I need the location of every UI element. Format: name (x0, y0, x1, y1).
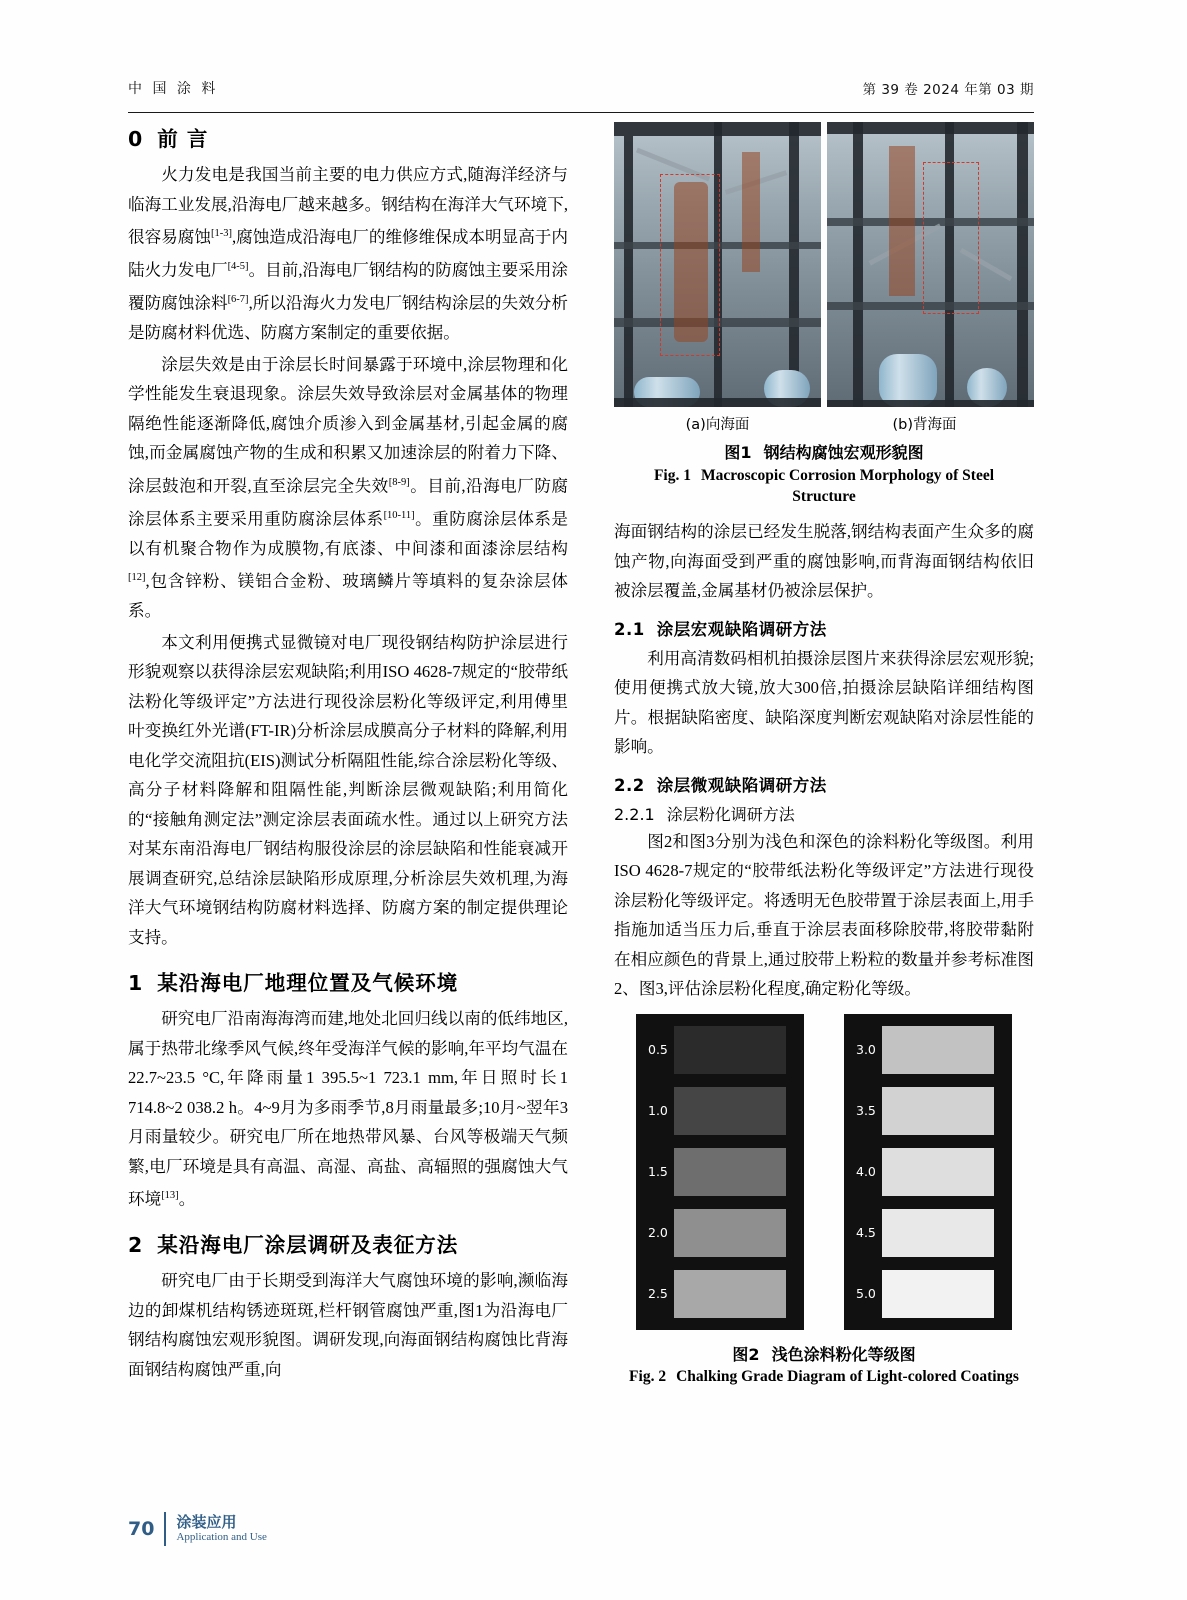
steel-structure-graphic (614, 122, 821, 407)
figure-2-title-cn (614, 1342, 1034, 1365)
grade-patch (674, 1087, 786, 1135)
figure-2-title-en (614, 1368, 1034, 1386)
section-number-2: 2 (128, 1233, 144, 1258)
right-column (614, 122, 1034, 1386)
grade-patch (882, 1270, 994, 1318)
paragraph-7: 利用高清数码相机拍摄涂层图片来获得涂层宏观形貌;使用便携式放大镜,放大300倍,拍摄涂层缺陷详细结构图片。根据缺陷密度、缺陷深度判断宏观缺陷对涂层性能的影响。 (614, 648, 1034, 756)
figure-1a-caption: (a)向海面 (685, 417, 750, 433)
grade-cell (853, 1085, 1003, 1137)
grade-cell (853, 1207, 1003, 1259)
section-heading-2-2 (614, 772, 1034, 796)
grade-label: 2.5 (648, 1286, 668, 1301)
grade-column-right (844, 1014, 1012, 1330)
section-title-1: 某沿海电厂地理位置及气候环境 (157, 971, 459, 996)
figure-1-images (614, 122, 1034, 407)
figure-1-title-en (614, 465, 1034, 507)
grade-patch (882, 1209, 994, 1257)
grade-cell (853, 1268, 1003, 1320)
grade-cell (853, 1146, 1003, 1198)
footer-section-cn: 涂装应用 (176, 1513, 237, 1531)
steel-structure-graphic (827, 122, 1034, 407)
figure-2-label-cn: 图2 (732, 1344, 760, 1364)
grade-patch (674, 1270, 786, 1318)
footer-divider (164, 1512, 166, 1546)
section-heading-2-2-1 (614, 802, 1034, 825)
grade-label: 1.5 (648, 1164, 668, 1179)
figure-2-text-en: Chalking Grade Diagram of Light-colored Coatings (676, 1367, 1019, 1385)
section-number-2-1: 2.1 (614, 619, 645, 639)
figure-1-text-cn: 钢结构腐蚀宏观形貌图 (763, 443, 924, 462)
running-head (128, 78, 1034, 113)
grade-label: 3.0 (856, 1042, 876, 1057)
grade-label: 1.0 (648, 1103, 668, 1118)
figure-1-text-en-2: Structure (792, 488, 856, 505)
section-title-2-2-1: 涂层粉化调研方法 (666, 804, 795, 824)
grade-label: 3.5 (856, 1103, 876, 1118)
footer-section-en: Application and Use (176, 1531, 267, 1543)
figure-1b-caption: (b)背海面 (892, 417, 957, 433)
grade-cell (645, 1085, 795, 1137)
section-number-1: 1 (128, 971, 144, 996)
page-number: 70 (128, 1518, 155, 1540)
grade-patch (674, 1209, 786, 1257)
grade-cell (645, 1024, 795, 1076)
paragraph-6: 海面钢结构的涂层已经发生脱落,钢结构表面产生众多的腐蚀产物,向海面受到严重的腐蚀影响,而背海面钢结构依旧被涂层覆盖,金属基材仍被涂层保护。 (614, 522, 1034, 600)
section-heading-2-1 (614, 616, 1034, 640)
figure-1-label-cn: 图1 (724, 443, 752, 462)
grade-patch (674, 1026, 786, 1074)
figure-1a-photo (614, 122, 821, 407)
grade-patch (674, 1148, 786, 1196)
grade-cell (645, 1268, 795, 1320)
grade-patch (882, 1026, 994, 1074)
figure-2-text-cn: 浅色涂料粉化等级图 (771, 1344, 916, 1364)
grade-patch (882, 1148, 994, 1196)
figure-1-title-cn (614, 440, 1034, 463)
figure-2-chart (614, 1014, 1034, 1330)
grade-column-left (636, 1014, 804, 1330)
left-column (128, 122, 568, 1386)
grade-label: 4.5 (856, 1225, 876, 1240)
grade-label: 4.0 (856, 1164, 876, 1179)
section-heading-1 (128, 966, 568, 996)
figure-1-subcaptions (614, 413, 1034, 434)
grade-cell (645, 1207, 795, 1259)
page-footer (128, 1512, 267, 1546)
journal-name: 中 国 涂 料 (128, 81, 219, 97)
paragraph-4: 研究电厂沿南海海湾而建,地处北回归线以南的低纬地区,属于热带北缘季风气候,终年受海洋气候的影响,年平均气温在22.7~23.5 °C,年降雨量1 395.5~1 723.1 mm,年日照时长1 714.8~2 038.2 h。4~9月为多雨季节,8月雨量最多;10月~翌年3月雨量较少。研究电厂所在地热带风暴、台风等极端天气频繁,电厂环境是具有高温、高湿、高盐、高辐照的强腐蚀大气环境[13]。 (128, 1009, 568, 1209)
figure-1-text-en-1: Macroscopic Corrosion Morphology of Steel (701, 467, 995, 484)
grade-label: 2.0 (648, 1225, 668, 1240)
paragraph-5: 研究电厂由于长期受到海洋大气腐蚀环境的影响,濒临海边的卸煤机结构锈迹斑斑,栏杆钢管腐蚀严重,图1为沿海电厂钢结构腐蚀宏观形貌图。调研发现,向海面钢结构腐蚀比背海面钢结构腐蚀严重,向 (128, 1271, 568, 1379)
footer-text (176, 1514, 266, 1544)
section-heading-2 (128, 1228, 568, 1258)
grade-cell (645, 1146, 795, 1198)
grade-label: 0.5 (648, 1042, 668, 1057)
paragraph-2: 涂层失效是由于涂层长时间暴露于环境中,涂层物理和化学性能发生衰退现象。涂层失效导致涂层对金属基体的物理隔绝性能逐渐降低,腐蚀介质渗入到金属基材,引起金属的腐蚀,而金属腐蚀产物的生成和积累又加速涂层的附着力下降、涂层鼓泡和开裂,直至涂层完全失效[8-9]。目前,沿海电厂防腐涂层体系主要采用重防腐涂层体系[10-11]。重防腐涂层体系是以有机聚合物作为成膜物,有底漆、中间漆和面漆涂层结构[12],包含锌粉、镁铝合金粉、玻璃鳞片等填料的复杂涂层体系。 (128, 354, 569, 621)
paragraph-8: 图2和图3分别为浅色和深色的涂料粉化等级图。利用ISO 4628-7规定的“胶带纸法粉化等级评定”方法进行现役涂层粉化等级评定。将透明无色胶带置于涂层表面上,用手指施加适当压力后,垂直于涂层表面移除胶带,将胶带黏附在相应颜色的背景上,通过胶带上粉粒的数量并参考标准图2、图3,评估涂层粉化程度,确定粉化等级。 (614, 831, 1034, 998)
figure-2-label-en: Fig. 2 (629, 1367, 667, 1385)
grade-cell (853, 1024, 1003, 1076)
grade-label: 5.0 (856, 1286, 876, 1301)
figure-1b-photo (827, 122, 1034, 407)
grade-patch (882, 1087, 994, 1135)
section-title-2-2: 涂层微观缺陷调研方法 (656, 775, 827, 795)
section-number-0: 0 (128, 127, 144, 151)
section-number-2-2-1: 2.2.1 (614, 804, 655, 824)
figure-1-label-en: Fig. 1 (653, 467, 691, 484)
section-heading-0 (128, 122, 568, 152)
section-title-2-1: 涂层宏观缺陷调研方法 (656, 619, 827, 639)
section-title-2: 某沿海电厂涂层调研及表征方法 (157, 1233, 459, 1258)
paragraph-1: 火力发电是我国当前主要的电力供应方式,随海洋经济与临海工业发展,沿海电厂越来越多。钢结构在海洋大气环境下,很容易腐蚀[1-3],腐蚀造成沿海电厂的维修维保成本明显高于内陆火力发电厂[4-5]。目前,沿海电厂钢结构的防腐蚀主要采用涂覆防腐蚀涂料[6-7],所以沿海火力发电厂钢结构涂层的失效分析是防腐材料优选、防腐方案制定的重要依据。 (128, 165, 568, 343)
section-title-0: 前 言 (157, 127, 209, 151)
issue-info: 第 39 卷 2024 年第 03 期 (862, 82, 1034, 98)
paragraph-3: 本文利用便携式显微镜对电厂现役钢结构防护涂层进行形貌观察以获得涂层宏观缺陷;利用ISO 4628-7规定的“胶带纸法粉化等级评定”方法进行现役涂层粉化等级评定,利用傅里叶变换红外光谱(FT-IR)分析涂层成膜高分子材料的降解,利用电化学交流阻抗(EIS)测试分析隔阻性能,综合涂层粉化等级、高分子材料降解和阻隔性能,判断涂层微观缺陷;利用简化的“接触角测定法”测定涂层表面疏水性。通过以上研究方法对某东南沿海电厂钢结构服役涂层的涂层缺陷和性能衰减开展调查研究,总结涂层缺陷形成原理,分析涂层失效机理,为海洋大气环境钢结构防腐材料选择、防腐方案的制定提供理论支持。 (128, 632, 568, 947)
section-number-2-2: 2.2 (614, 775, 645, 795)
